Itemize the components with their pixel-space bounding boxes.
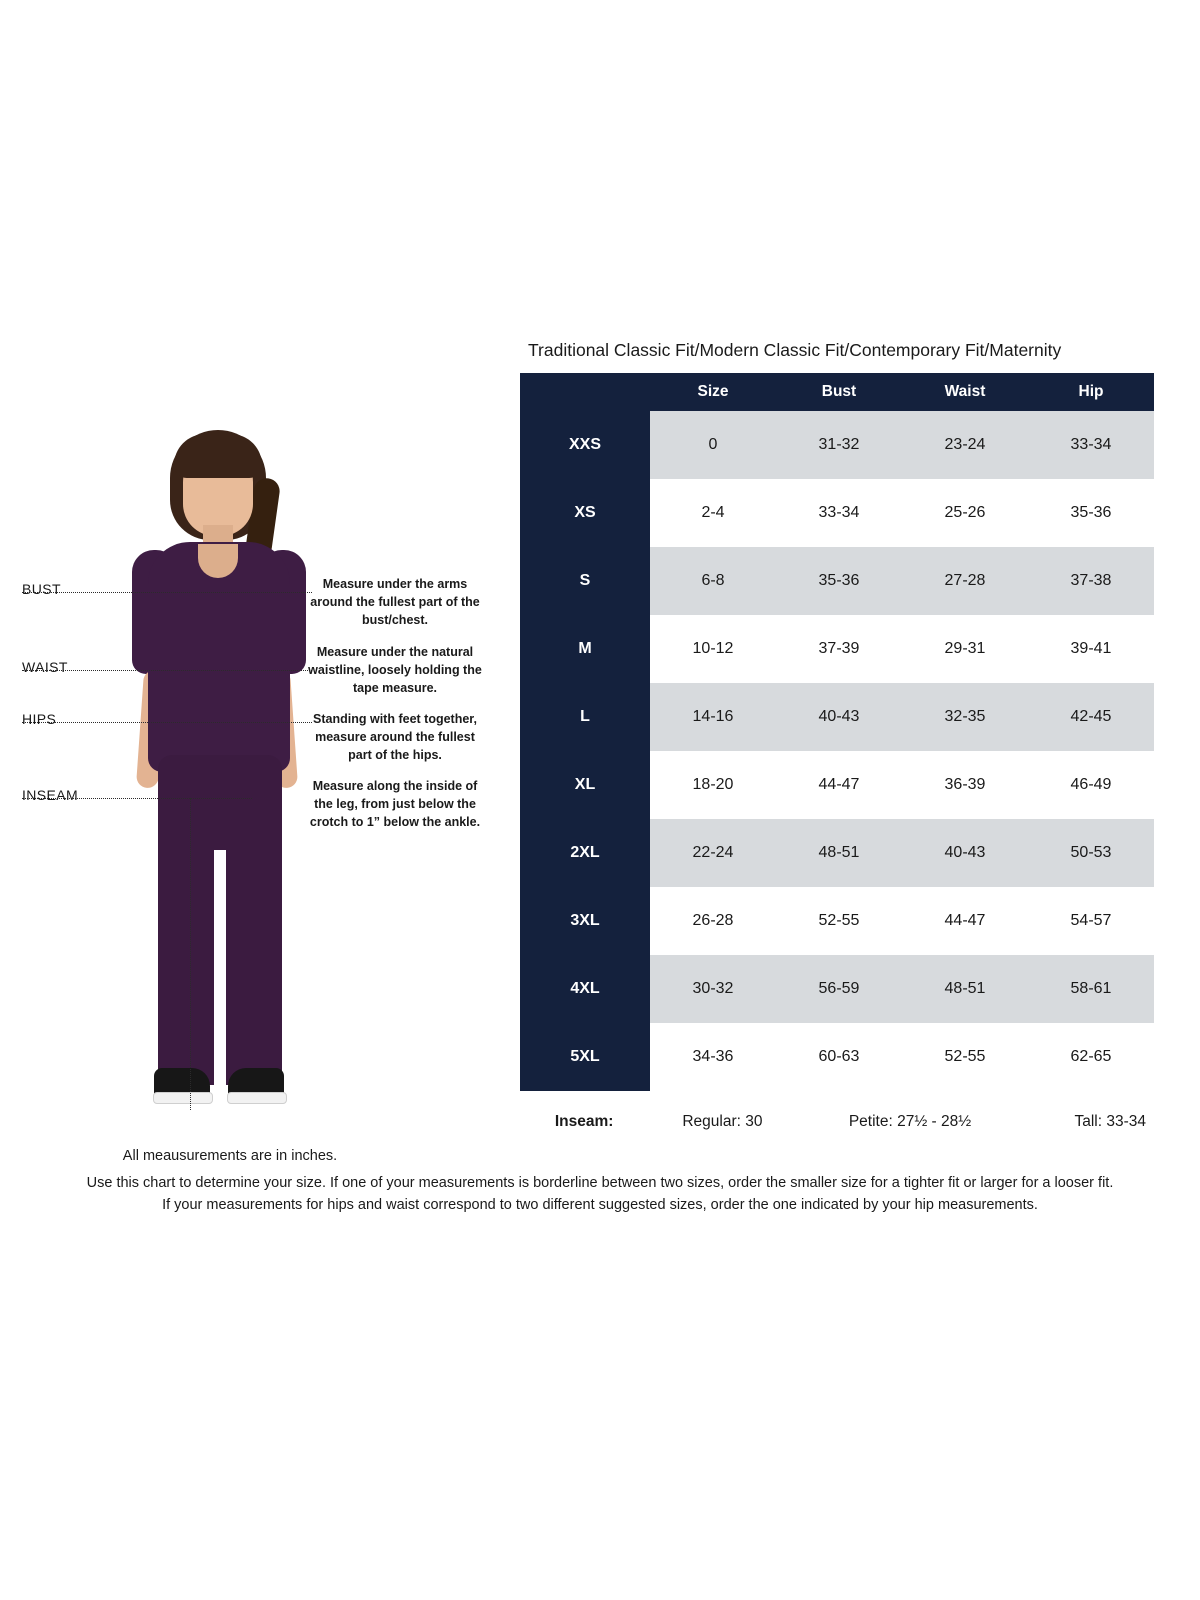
table-row xyxy=(520,819,1154,887)
model-sole-left xyxy=(153,1092,213,1104)
cell-size: 6-8 xyxy=(650,547,776,615)
cell-waist: 44-47 xyxy=(902,887,1028,955)
row-label: L xyxy=(520,683,650,751)
model-sole-right xyxy=(227,1092,287,1104)
cell-hip: 58-61 xyxy=(1028,955,1154,1023)
table-row xyxy=(520,411,1154,479)
header-cell-hip: Hip xyxy=(1028,373,1154,411)
cell-hip: 46-49 xyxy=(1028,751,1154,819)
header-cell-blank xyxy=(520,373,650,411)
row-label: XL xyxy=(520,751,650,819)
row-label: 5XL xyxy=(520,1023,650,1091)
cell-hip: 54-57 xyxy=(1028,887,1154,955)
cell-hip: 37-38 xyxy=(1028,547,1154,615)
cell-hip: 33-34 xyxy=(1028,411,1154,479)
cell-waist: 52-55 xyxy=(902,1023,1028,1091)
table-row xyxy=(520,751,1154,819)
cell-bust: 48-51 xyxy=(776,819,902,887)
model-pants-leg-gap xyxy=(214,850,226,1085)
cell-bust: 35-36 xyxy=(776,547,902,615)
cell-bust: 37-39 xyxy=(776,615,902,683)
table-row xyxy=(520,683,1154,751)
cell-waist: 48-51 xyxy=(902,955,1028,1023)
cell-size: 34-36 xyxy=(650,1023,776,1091)
inseam-petite: Petite: 27½ - 28½ xyxy=(848,1113,972,1130)
cell-size: 18-20 xyxy=(650,751,776,819)
cell-bust: 52-55 xyxy=(776,887,902,955)
cell-size: 22-24 xyxy=(650,819,776,887)
row-label: S xyxy=(520,547,650,615)
row-label: XXS xyxy=(520,411,650,479)
model-hair-front xyxy=(174,434,262,478)
figure-label-bust: BUST xyxy=(22,581,61,597)
table-header-row xyxy=(520,373,1154,411)
row-label: M xyxy=(520,615,650,683)
header-cell-bust: Bust xyxy=(776,373,902,411)
cell-bust: 44-47 xyxy=(776,751,902,819)
cell-size: 0 xyxy=(650,411,776,479)
instruction-hips: Standing with feet together, measure around the fullest part of the hips. xyxy=(313,712,477,762)
header-cell-waist: Waist xyxy=(902,373,1028,411)
chart-title: Traditional Classic Fit/Modern Classic Fit/Contemporary Fit/Maternity xyxy=(528,340,1062,360)
cell-bust: 33-34 xyxy=(776,479,902,547)
table-row xyxy=(520,615,1154,683)
row-label: 4XL xyxy=(520,955,650,1023)
row-label: XS xyxy=(520,479,650,547)
cell-hip: 62-65 xyxy=(1028,1023,1154,1091)
cell-waist: 27-28 xyxy=(902,547,1028,615)
units-note: All meausurements are in inches. xyxy=(122,1148,338,1164)
measurement-illustration-panel xyxy=(0,400,500,1200)
cell-hip: 39-41 xyxy=(1028,615,1154,683)
cell-size: 10-12 xyxy=(650,615,776,683)
figure-label-hips: HIPS xyxy=(22,711,57,727)
model-illustration xyxy=(110,420,325,1150)
figure-label-waist: WAIST xyxy=(22,659,68,675)
bust-guide-line xyxy=(22,592,312,593)
header-cell-size: Size xyxy=(650,373,776,411)
cell-waist: 36-39 xyxy=(902,751,1028,819)
cell-size: 14-16 xyxy=(650,683,776,751)
table-row xyxy=(520,887,1154,955)
footer-notes xyxy=(0,1172,1200,1217)
inseam-label: Inseam: xyxy=(554,1113,614,1130)
cell-hip: 35-36 xyxy=(1028,479,1154,547)
cell-waist: 29-31 xyxy=(902,615,1028,683)
table-row xyxy=(520,479,1154,547)
instruction-waist: Measure under the natural waistline, loosely holding the tape measure. xyxy=(308,645,482,695)
hips-guide-line xyxy=(22,722,312,723)
cell-hip: 50-53 xyxy=(1028,819,1154,887)
size-chart-table xyxy=(520,373,1154,1091)
footer-line-1: Use this chart to determine your size. If one of your measurements is borderline between two sizes, order the smaller size for a tighter fit or larger for a looser fit. xyxy=(86,1175,1114,1191)
cell-waist: 25-26 xyxy=(902,479,1028,547)
inseam-tall: Tall: 33-34 xyxy=(1074,1113,1146,1130)
figure-label-inseam: INSEAM xyxy=(22,787,79,803)
cell-size: 26-28 xyxy=(650,887,776,955)
cell-bust: 56-59 xyxy=(776,955,902,1023)
cell-size: 30-32 xyxy=(650,955,776,1023)
size-chart-panel xyxy=(520,340,1180,1153)
inseam-regular: Regular: 30 xyxy=(682,1113,763,1130)
table-row xyxy=(520,547,1154,615)
footer-line-2: If your measurements for hips and waist correspond to two different suggested sizes, order the one indicated by your hip measurements. xyxy=(162,1197,1038,1214)
cell-bust: 31-32 xyxy=(776,411,902,479)
cell-bust: 60-63 xyxy=(776,1023,902,1091)
row-label: 3XL xyxy=(520,887,650,955)
inseam-vertical-line xyxy=(190,798,191,1110)
table-row xyxy=(520,1023,1154,1091)
cell-waist: 23-24 xyxy=(902,411,1028,479)
size-chart-body xyxy=(520,411,1154,1091)
inseam-row xyxy=(520,1091,1154,1153)
instruction-bust: Measure under the arms around the fullest part of the bust/chest. xyxy=(310,577,480,627)
cell-waist: 40-43 xyxy=(902,819,1028,887)
instruction-inseam: Measure along the inside of the leg, from just below the crotch to 1” below the ankle. xyxy=(309,779,481,829)
row-label: 2XL xyxy=(520,819,650,887)
cell-bust: 40-43 xyxy=(776,683,902,751)
table-row xyxy=(520,955,1154,1023)
cell-waist: 32-35 xyxy=(902,683,1028,751)
cell-hip: 42-45 xyxy=(1028,683,1154,751)
cell-size: 2-4 xyxy=(650,479,776,547)
